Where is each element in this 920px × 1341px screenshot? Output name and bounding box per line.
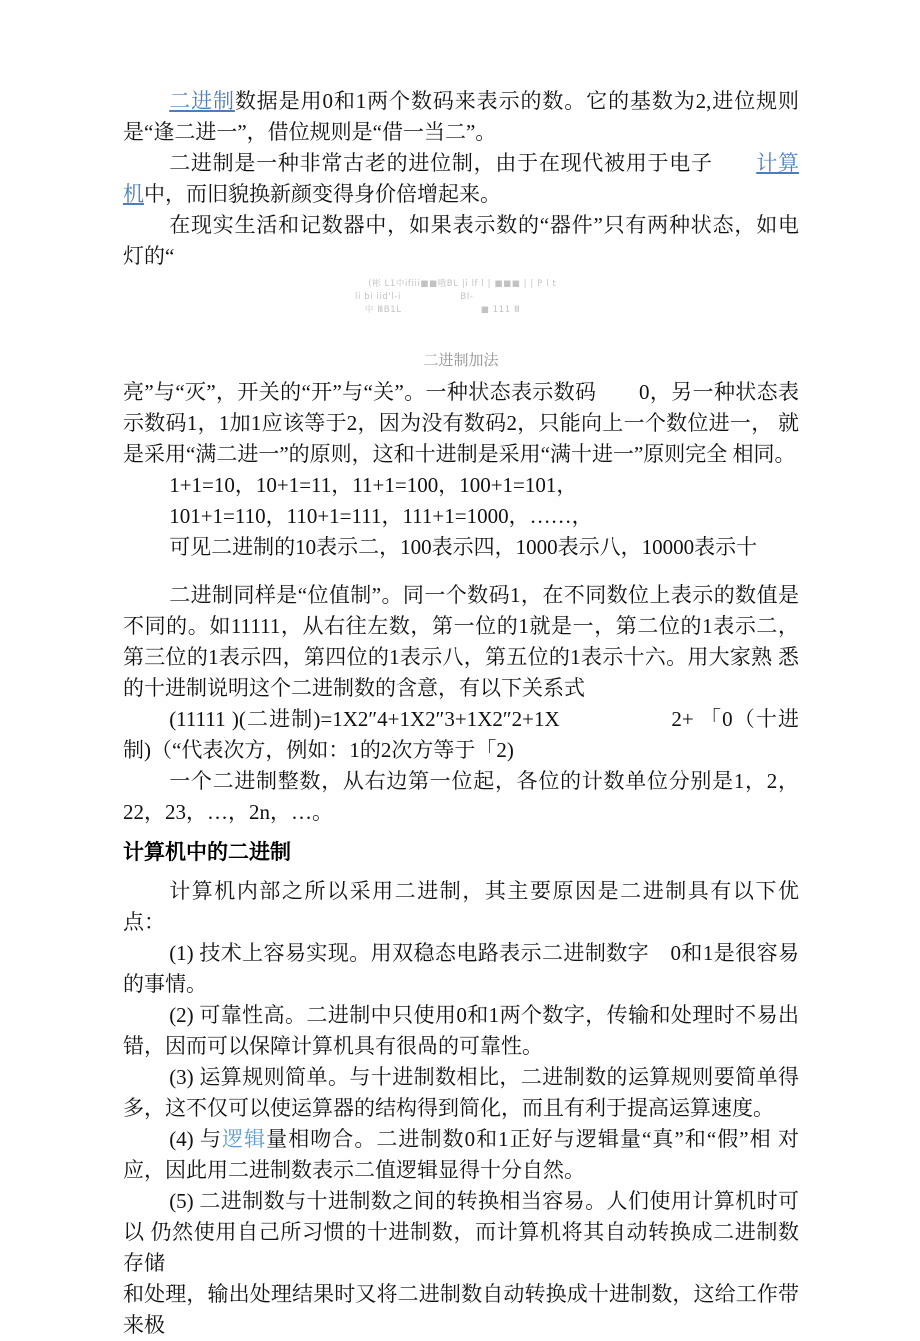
figure-noise-row: li bi iid'l-i BI- bbox=[355, 292, 474, 302]
paragraph-text: (4) 与 bbox=[169, 1127, 223, 1151]
link-computer[interactable]: 计算机 bbox=[123, 151, 800, 206]
paragraph-binary-history bbox=[123, 148, 799, 210]
paragraph-two-states: 在现实生活和记数器中，如果表示数的“器件”只有两种状态，如电 灯的“ bbox=[123, 213, 799, 268]
figure-noise-row: 中 ⅢB1L ■ 111 Ⅲ bbox=[355, 305, 521, 315]
paragraph-text: 数据是用0和1两个数码来表示的数。它的基数为2,进位规则 是“逢二进一”，借位规则是“借一当二”。 bbox=[123, 89, 800, 144]
paragraph-conversion-closing: 和处理，输出处理结果时又将二进制数自动转换成十进制数，这给工作带 来极 bbox=[123, 1282, 799, 1337]
paragraph-conversion-formula: (11111 )(二进制)=1X2″4+1X2″3+1X2″2+1X 2+ 「0（十进制)（“代表次方，例如：1的2次方等于「2) bbox=[123, 707, 799, 762]
formula-summary: 可见二进制的10表示二，100表示四，1000表示八，10000表示十 bbox=[169, 535, 758, 559]
advantage-item-2: (2) 可靠性高。二进制中只使用0和1两个数字，传输和处理时不易出 错，因而可以保障计算机具有很咼的可靠性。 bbox=[123, 1003, 799, 1058]
section-heading-binary-in-computers: 计算机中的二进制 bbox=[123, 841, 291, 864]
paragraph-text: 中，而旧貌换新颜变得身价倍增起来。 bbox=[144, 182, 501, 206]
formula-line-2: 101+1=110，110+1=111，111+1=1000，……， bbox=[169, 504, 593, 528]
advantage-item-3: (3) 运算规则简单。与十进制数相比，二进制数的运算规则要简单得多，这不仅可以使运算器的结构得到简化，而且有利于提高运算速度。 bbox=[123, 1065, 799, 1120]
figure-caption: 二进制加法 bbox=[423, 353, 499, 369]
link-logic[interactable]: 逻辑 bbox=[222, 1127, 267, 1151]
figure-noise-row: (彬 L1中ifiii■■哦BL |i lf l | ■■■ | | P l t bbox=[355, 279, 557, 289]
paragraph-text: 二进制是一种非常古老的进位制，由于在现代被用于电子 bbox=[169, 151, 757, 175]
paragraph-counting-units: 一个二进制整数，从右边第一位起，各位的计数单位分别是1，2，22，23，…，2n，…。 bbox=[123, 769, 799, 824]
paragraph-place-value: 二进制同样是“位值制”。同一个数码1，在不同数位上表示的数值是 不同的。如11111，从右往左数，第一位的1就是一，第二位的1表示二，第三位的1表示四，第四位的1表示八，第五位的1表示十六。用大家熟 悉的十进制说明这个二进制数的含意，有以下关系式 bbox=[123, 583, 799, 700]
formula-line-1: 1+1=10，10+1=11，11+1=100，100+1=101， bbox=[169, 473, 578, 497]
figure-binary-addition bbox=[123, 278, 799, 324]
document-body bbox=[123, 86, 799, 1341]
paragraph-text: 量相吻合。二进制数0和1正好与逻辑量“真”和“假”相 对应，因此用二进制数表示二值逻辑显得十分自然。 bbox=[123, 1127, 799, 1182]
paragraph-binary-definition bbox=[123, 86, 799, 148]
advantage-item-1: (1) 技术上容易实现。用双稳态电路表示二进制数字 0和1是很容易的事情。 bbox=[123, 941, 799, 996]
advantage-item-5: (5) 二进制数与十进制数之间的转换相当容易。人们使用计算机时可以 仍然使用自己所习惯的十进制数，而计算机将其自动转换成二进制数存储 bbox=[123, 1189, 799, 1275]
paragraph-advantages-intro: 计算机内部之所以采用二进制，其主要原因是二进制具有以下优点： bbox=[123, 879, 799, 934]
link-binary[interactable]: 二进制 bbox=[169, 89, 235, 113]
paragraph-on-off-states: 亮”与“灭”，开关的“开”与“关”。一种状态表示数码 0，另一种状态表示数码1，1加1应该等于2，因为没有数码2，只能向上一个数位进一， 就是采用“满二进一”的原则，这和十进制是采用“满十进一”原则完全 相同。 bbox=[123, 380, 799, 466]
advantage-item-4 bbox=[123, 1124, 799, 1186]
